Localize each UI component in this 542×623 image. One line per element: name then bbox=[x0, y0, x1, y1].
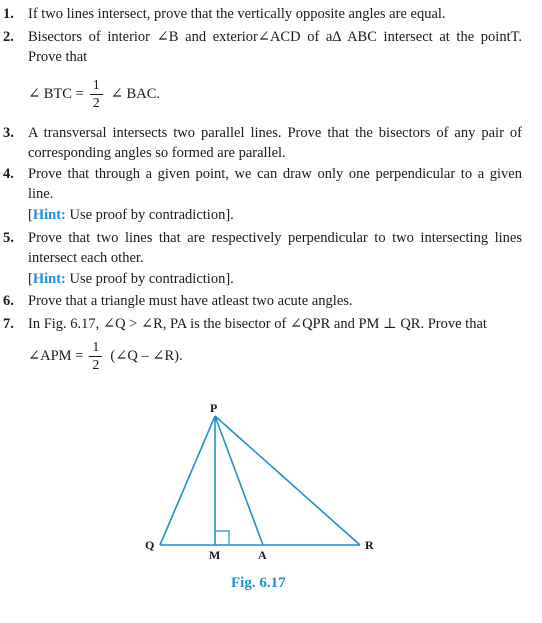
point-label-a: A bbox=[258, 548, 267, 562]
equation-lhs: ∠APM = bbox=[28, 348, 84, 364]
question-number: 1. bbox=[3, 6, 14, 22]
hint-bracket: [ bbox=[28, 271, 33, 287]
question-text: In Fig. 6.17, ∠Q > ∠R, PA is the bisector of ∠QPR and PM ⊥ QR. Prove that bbox=[28, 316, 487, 332]
equation-rhs: ∠ BAC. bbox=[110, 86, 160, 102]
fraction-denominator: 2 bbox=[92, 358, 100, 373]
hint-text: Use proof by contradiction]. bbox=[69, 207, 234, 223]
question-text: Bisectors of interior ∠B and exterior∠ACD of a∆ ABC intersect at the pointT. Prove that bbox=[28, 29, 522, 65]
question-number: 2. bbox=[3, 29, 14, 45]
right-angle-marker bbox=[215, 531, 229, 545]
question-text: Prove that two lines that are respectively perpendicular to two intersecting lines intersect each other. bbox=[28, 230, 522, 266]
point-label-m: M bbox=[209, 548, 221, 562]
hint-text: Use proof by contradiction]. bbox=[69, 271, 234, 287]
equation-lhs: ∠ BTC = bbox=[28, 86, 84, 102]
hint-label: Hint: bbox=[32, 271, 66, 287]
figure-caption: Fig. 6.17 bbox=[231, 575, 286, 591]
question-text: Prove that through a given point, we can draw only one perpendicular to a given line. bbox=[28, 166, 522, 202]
vertex-label-r: R bbox=[365, 538, 374, 552]
equation-rhs: (∠Q – ∠R). bbox=[110, 348, 183, 364]
bisector-pa bbox=[215, 416, 263, 545]
question-text: If two lines intersect, prove that the vertically opposite angles are equal. bbox=[28, 6, 446, 22]
question-text: Prove that a triangle must have atleast two acute angles. bbox=[28, 293, 353, 309]
question-number: 3. bbox=[3, 125, 14, 141]
question-text: A transversal intersects two parallel lines. Prove that the bisectors of any pair of corresponding angles so formed are parallel. bbox=[28, 125, 522, 161]
question-number: 7. bbox=[3, 316, 14, 332]
hint-bracket: [ bbox=[28, 207, 33, 223]
side-pr bbox=[215, 416, 360, 545]
question-number: 5. bbox=[3, 230, 14, 246]
side-pq bbox=[160, 416, 215, 545]
question-number: 4. bbox=[3, 166, 14, 182]
fraction-denominator: 2 bbox=[92, 96, 100, 111]
question-number: 6. bbox=[3, 293, 14, 309]
fraction-numerator: 1 bbox=[90, 78, 103, 95]
vertex-label-p: P bbox=[210, 401, 218, 415]
hint-label: Hint: bbox=[32, 207, 66, 223]
fraction-numerator: 1 bbox=[89, 340, 102, 357]
vertex-label-q: Q bbox=[145, 538, 155, 552]
